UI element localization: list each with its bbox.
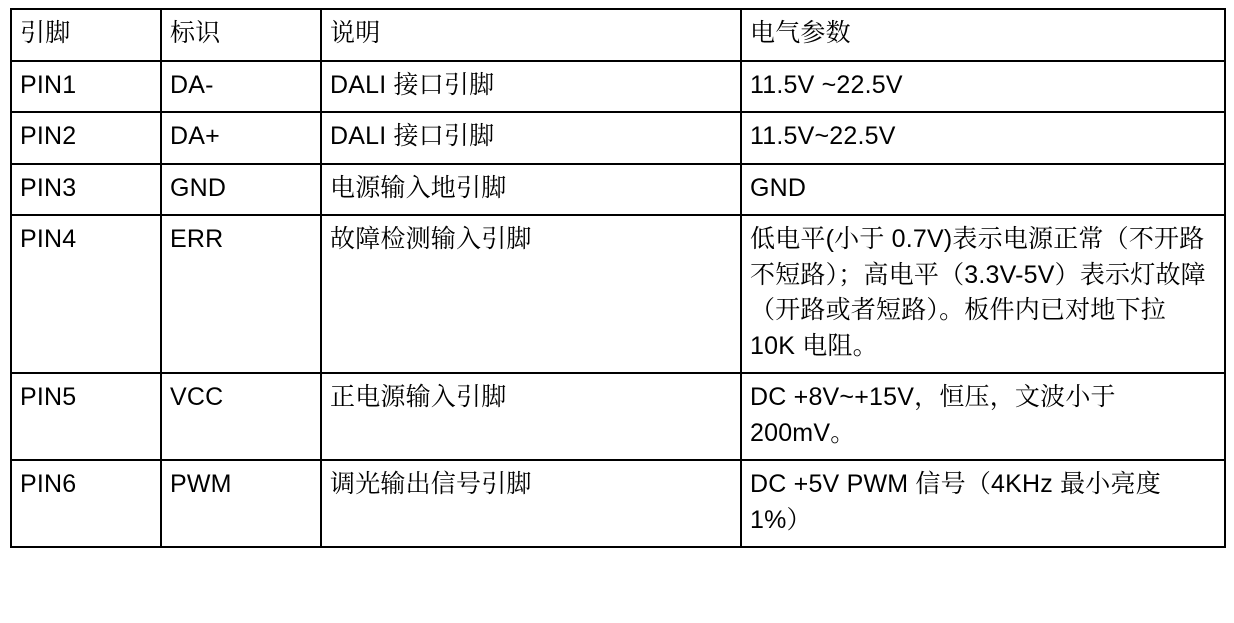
cell-identifier: PWM	[161, 460, 321, 547]
cell-pin: PIN5	[11, 373, 161, 460]
table-row	[11, 460, 1225, 547]
table-header-row	[11, 9, 1225, 61]
cell-identifier: DA-	[161, 61, 321, 113]
cell-identifier: ERR	[161, 215, 321, 373]
cell-electrical: 11.5V~22.5V	[741, 112, 1225, 164]
cell-electrical: DC +8V~+15V，恒压，文波小于 200mV。	[741, 373, 1225, 460]
cell-description: 电源输入地引脚	[321, 164, 741, 216]
cell-electrical: DC +5V PWM 信号（4KHz 最小亮度 1%）	[741, 460, 1225, 547]
column-header-electrical: 电气参数	[741, 9, 1225, 61]
table-row	[11, 373, 1225, 460]
cell-identifier: GND	[161, 164, 321, 216]
pin-definition-table	[10, 8, 1226, 548]
cell-description: DALI 接口引脚	[321, 112, 741, 164]
table-row	[11, 112, 1225, 164]
cell-pin: PIN3	[11, 164, 161, 216]
table-row	[11, 215, 1225, 373]
column-header-description: 说明	[321, 9, 741, 61]
cell-pin: PIN2	[11, 112, 161, 164]
cell-identifier: DA+	[161, 112, 321, 164]
cell-description: 故障检测输入引脚	[321, 215, 741, 373]
cell-identifier: VCC	[161, 373, 321, 460]
column-header-identifier: 标识	[161, 9, 321, 61]
cell-pin: PIN6	[11, 460, 161, 547]
table-row	[11, 164, 1225, 216]
cell-electrical: 低电平(小于 0.7V)表示电源正常（不开路不短路）；高电平（3.3V-5V）表示灯故障（开路或者短路）。板件内已对地下拉 10K 电阻。	[741, 215, 1225, 373]
cell-electrical: 11.5V ~22.5V	[741, 61, 1225, 113]
cell-electrical: GND	[741, 164, 1225, 216]
cell-description: DALI 接口引脚	[321, 61, 741, 113]
document-page	[0, 8, 1234, 623]
table-row	[11, 61, 1225, 113]
column-header-pin: 引脚	[11, 9, 161, 61]
cell-pin: PIN4	[11, 215, 161, 373]
cell-pin: PIN1	[11, 61, 161, 113]
cell-description: 调光输出信号引脚	[321, 460, 741, 547]
cell-description: 正电源输入引脚	[321, 373, 741, 460]
